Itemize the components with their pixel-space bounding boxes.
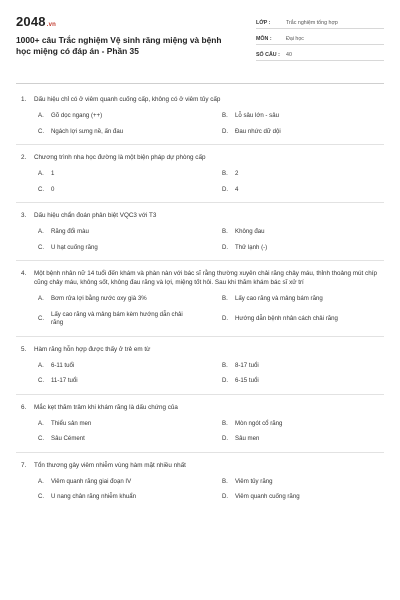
document-meta — [256, 15, 384, 63]
option-letter: D. — [222, 377, 229, 384]
answer-row — [16, 244, 384, 253]
option-text: Viêm quanh cuống răng — [235, 493, 300, 500]
meta-value: 40 — [286, 52, 292, 58]
answer-row — [16, 362, 384, 371]
answer-option[interactable] — [16, 377, 200, 386]
answer-option[interactable] — [200, 228, 384, 237]
option-text: Thiểu sản men — [51, 419, 92, 427]
option-letter: C. — [38, 435, 45, 442]
question-number: 3. — [21, 212, 27, 219]
answer-option[interactable] — [16, 311, 200, 328]
option-letter: B. — [222, 361, 228, 369]
option-letter: D. — [222, 314, 229, 322]
option-letter: B. — [222, 295, 228, 302]
option-text: 8-17 tuổi — [235, 361, 259, 369]
question-text: Hàm răng hỗn hợp được thấy ở trẻ em từ — [34, 345, 151, 353]
answer-option[interactable] — [200, 435, 384, 444]
question-number: 7. — [21, 461, 27, 469]
header-left — [16, 14, 234, 57]
meta-label: SỐ CÂU : — [256, 52, 280, 58]
answer-option[interactable] — [16, 478, 200, 487]
option-letter: A. — [38, 228, 44, 235]
question-head — [16, 461, 384, 470]
question-text: Chương trình nha học đường là một biện pháp dự phòng cấp — [34, 154, 206, 161]
answer-row — [16, 435, 384, 444]
question-number: 5. — [21, 345, 27, 353]
answer-option[interactable] — [200, 170, 384, 179]
question-item — [16, 261, 384, 337]
answer-option[interactable] — [16, 228, 200, 237]
question-text: Dấu hiệu chẩn đoán phân biệt VQC3 với T3 — [34, 212, 157, 219]
option-letter: C. — [38, 185, 45, 193]
answer-option[interactable] — [16, 435, 200, 444]
answer-row — [16, 478, 384, 487]
option-text: 6-15 tuổi — [235, 377, 259, 384]
meta-value: Trắc nghiệm tổng hợp — [286, 20, 338, 26]
option-text: Lỗ sâu lớn - sâu — [235, 112, 279, 119]
answer-option[interactable] — [200, 478, 384, 487]
question-head — [16, 269, 384, 287]
option-text: Bơm rửa lợi bằng nước oxy già 3% — [51, 295, 147, 302]
answer-option[interactable] — [16, 112, 200, 121]
question-item — [16, 145, 384, 203]
option-letter: A. — [38, 361, 44, 369]
question-head — [16, 95, 384, 104]
option-text: Sâu Cément — [51, 435, 85, 442]
answer-option[interactable] — [16, 186, 200, 195]
question-item — [16, 395, 384, 453]
answer-options — [16, 112, 384, 136]
answer-options — [16, 478, 384, 502]
answer-option[interactable] — [200, 377, 384, 386]
meta-value: Đại học — [286, 36, 304, 42]
question-number: 6. — [21, 403, 27, 411]
option-letter: D. — [222, 243, 229, 251]
option-letter: B. — [222, 170, 228, 177]
option-letter: D. — [222, 127, 229, 135]
question-text: Mắc kẹt thăm trâm khi khám răng là dấu chứng của — [34, 403, 178, 411]
option-letter: D. — [222, 435, 229, 442]
question-list — [16, 87, 384, 510]
question-text: Tổn thương gây viêm nhiễm vùng hàm mặt nhiều nhất — [34, 461, 186, 469]
question-number: 1. — [21, 96, 27, 103]
option-text: Lấy cao răng và mảng bám răng — [235, 295, 323, 302]
question-number: 2. — [21, 154, 27, 161]
answer-options — [16, 228, 384, 252]
answer-option[interactable] — [200, 128, 384, 137]
option-letter: C. — [38, 377, 45, 384]
answer-option[interactable] — [200, 295, 384, 304]
option-letter: A. — [38, 295, 44, 302]
answer-options — [16, 420, 384, 444]
option-text: 6-11 tuổi — [51, 361, 75, 369]
option-letter: A. — [38, 419, 44, 427]
header-divider — [16, 83, 384, 84]
option-letter: B. — [222, 112, 228, 119]
question-item — [16, 87, 384, 145]
option-letter: A. — [38, 170, 44, 177]
meta-label: LỚP : — [256, 20, 271, 26]
answer-option[interactable] — [16, 244, 200, 253]
answer-option[interactable] — [16, 420, 200, 429]
option-text: 11-17 tuổi — [51, 377, 78, 384]
answer-row — [16, 377, 384, 386]
option-text: Viêm tủy răng — [235, 477, 273, 485]
option-text: 0 — [51, 185, 55, 193]
answer-row — [16, 170, 384, 179]
answer-row — [16, 493, 384, 502]
answer-row — [16, 186, 384, 195]
question-head — [16, 345, 384, 354]
option-text: Viêm quanh răng giai đoạn IV — [51, 477, 132, 485]
question-head — [16, 403, 384, 412]
option-text: Thử lạnh (-) — [235, 243, 268, 251]
document-header — [16, 14, 384, 63]
answer-option[interactable] — [16, 295, 200, 304]
answer-option[interactable] — [16, 362, 200, 371]
answer-option[interactable] — [16, 128, 200, 137]
meta-label: MÔN : — [256, 36, 272, 42]
question-number: 4. — [21, 270, 27, 277]
document-title: 1000+ câu Trắc nghiệm Vệ sinh răng miệng và bệnh học miệng có đáp án - Phần 35 — [16, 35, 222, 56]
answer-option[interactable] — [200, 362, 384, 371]
option-text: Gõ dọc ngang (++) — [51, 112, 103, 119]
answer-options — [16, 362, 384, 386]
option-text: Không đau — [235, 228, 265, 235]
option-text: Mòn ngót cổ răng — [235, 419, 283, 427]
answer-options — [16, 170, 384, 194]
question-item — [16, 453, 384, 510]
answer-option[interactable] — [200, 311, 384, 328]
question-item — [16, 203, 384, 261]
meta-row-subject — [256, 31, 384, 45]
answer-option[interactable] — [200, 186, 384, 195]
option-letter: C. — [38, 127, 45, 135]
option-letter: A. — [38, 477, 44, 485]
option-text: Lấy cao răng và mảng bám kèm hướng dẫn chải răng — [51, 310, 183, 326]
question-head — [16, 153, 384, 162]
answer-row — [16, 311, 384, 328]
option-letter: D. — [222, 185, 229, 193]
question-item — [16, 337, 384, 395]
option-text: Ngách lợi sưng nề, ấn đau — [51, 127, 124, 135]
answer-option[interactable] — [16, 170, 200, 179]
answer-options — [16, 295, 384, 328]
option-text: Hướng dẫn bệnh nhân cách chải răng — [235, 314, 338, 322]
answer-option[interactable] — [16, 493, 200, 502]
logo-suffix: .vn — [46, 22, 57, 28]
option-text: Sâu men — [235, 435, 260, 442]
meta-row-count — [256, 47, 384, 61]
question-head — [16, 211, 384, 220]
answer-option[interactable] — [200, 420, 384, 429]
answer-option[interactable] — [200, 112, 384, 121]
option-letter: A. — [38, 112, 44, 119]
answer-row — [16, 128, 384, 137]
answer-row — [16, 112, 384, 121]
answer-option[interactable] — [200, 244, 384, 253]
option-text: U hạt cuống răng — [51, 243, 98, 251]
option-letter: B. — [222, 477, 228, 485]
site-logo[interactable] — [16, 14, 234, 29]
option-text: Đau nhức dữ dội — [235, 127, 281, 135]
option-text: 2 — [235, 170, 239, 177]
option-text: Răng đổi màu — [51, 228, 89, 235]
option-text: 4 — [235, 185, 239, 193]
option-letter: B. — [222, 419, 228, 427]
logo-main: 2048 — [16, 14, 46, 29]
answer-row — [16, 228, 384, 237]
option-text: 1 — [51, 170, 55, 177]
option-text: U nang chân răng nhiễm khuẩn — [51, 493, 137, 500]
option-letter: C. — [38, 493, 45, 500]
answer-row — [16, 420, 384, 429]
answer-option[interactable] — [200, 493, 384, 502]
option-letter: D. — [222, 493, 229, 500]
option-letter: C. — [38, 243, 45, 251]
meta-row-class — [256, 15, 384, 29]
option-letter: C. — [38, 314, 45, 322]
question-text: Một bệnh nhân nữ 14 tuổi đến khám và phàn nàn với bác sĩ rằng thường xuyên chải răng chảy máu, thỉnh thoảng mút chíp cũng chảy máu, không sốt, không đau răng và lợi, miệng tốt hôi. Sau khi thăm khám bác sĩ xử trí — [34, 270, 377, 286]
question-text: Dấu hiệu chỉ có ở viêm quanh cuống cấp, không có ở viêm tủy cấp — [34, 96, 221, 103]
answer-row — [16, 295, 384, 304]
option-letter: B. — [222, 228, 228, 235]
